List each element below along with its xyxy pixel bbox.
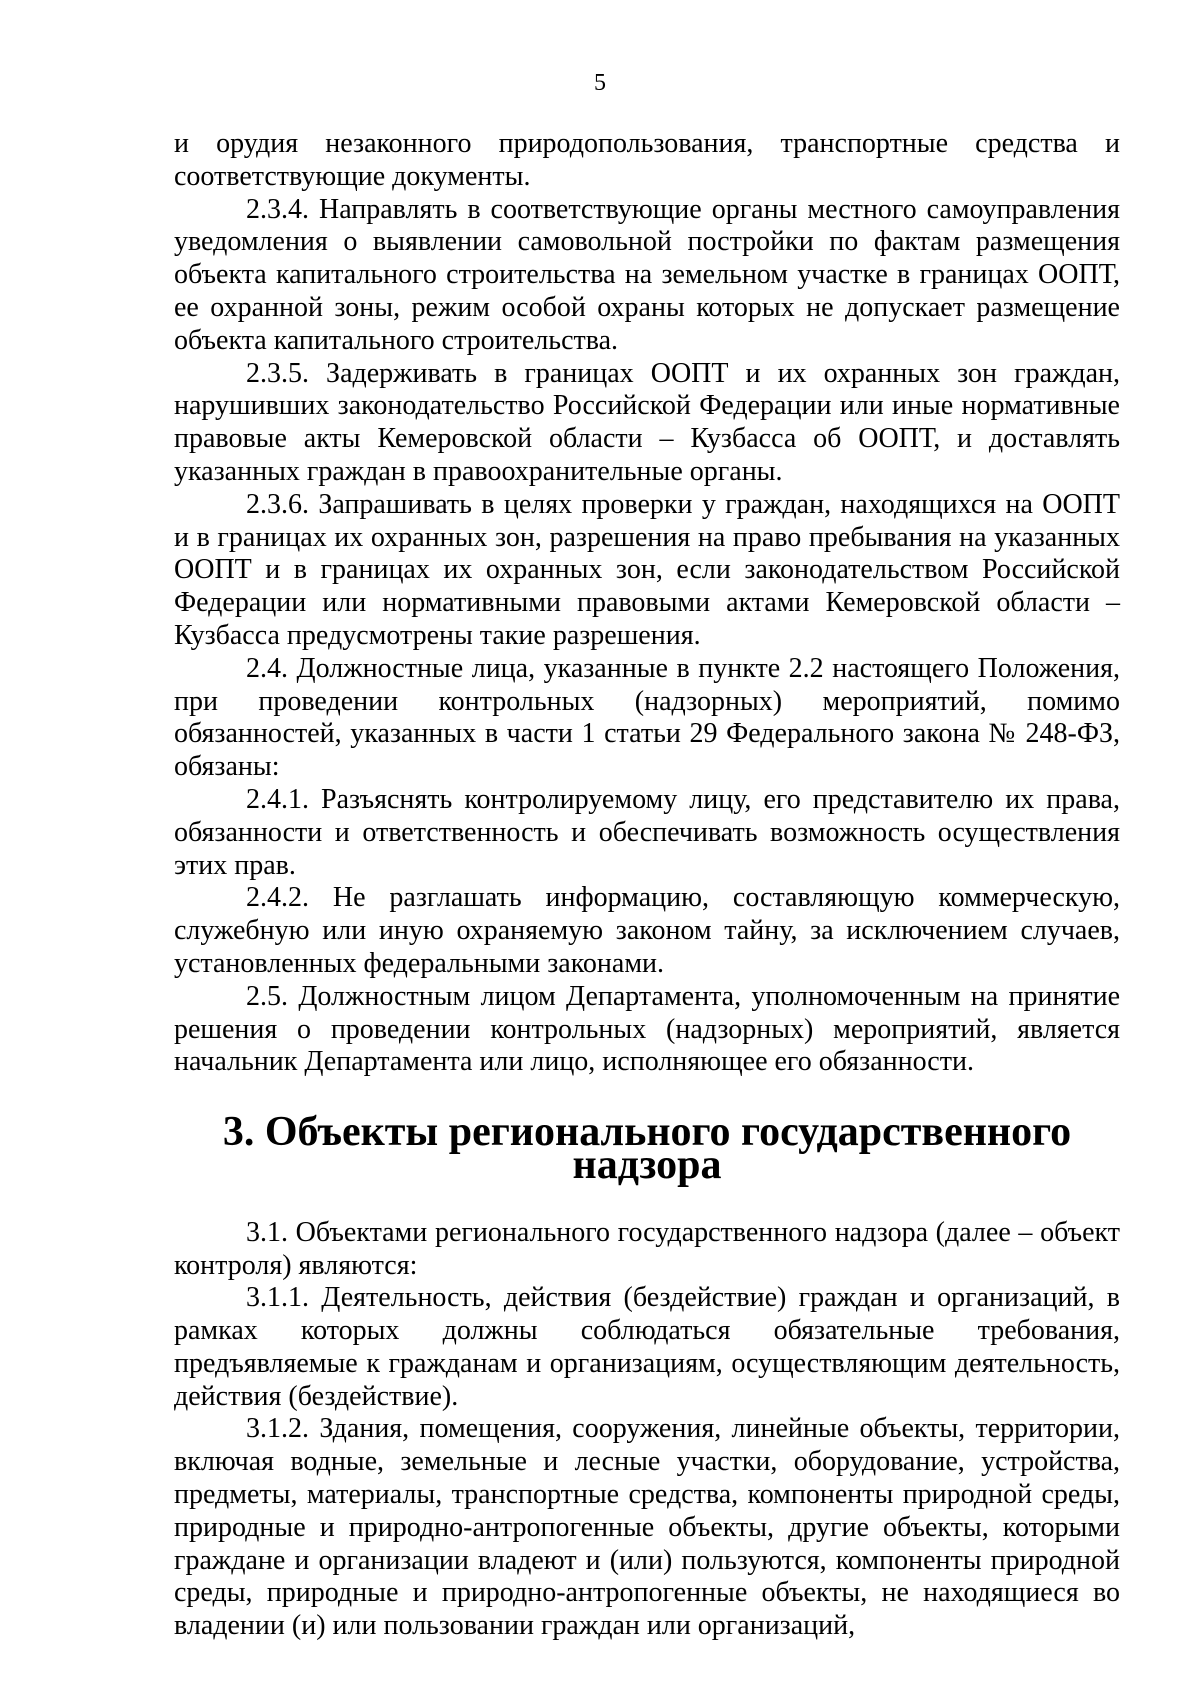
document-body (174, 128, 1120, 1643)
paragraph-3-1-2: 3.1.2. Здания, помещения, сооружения, линейные объекты, территории, включая водные, земельные и лесные участки, оборудование, устройства, предметы, материалы, транспортные средства, компоненты природной среды, природные и природно-антропогенные объекты, другие объекты, которыми граждане и организации владеют и (или) пользуются, компоненты природной среды, природные и природно-антропогенные объекты, не находящиеся во владении (и) или пользовании граждан или организаций, (174, 1413, 1120, 1642)
paragraph-2-4-1: 2.4.1. Разъяснять контролируемому лицу, его представителю их права, обязанности и ответственность и обеспечивать возможность осуществления этих прав. (174, 783, 1120, 881)
paragraph-2-3-5: 2.3.5. Задерживать в границах ООПТ и их охранных зон граждан, нарушивших законодательство Российской Федерации или иные нормативные правовые акты Кемеровской области – Кузбасса об ООПТ, и доставлять указанных граждан в правоохранительные органы. (174, 357, 1120, 487)
paragraph-continuation: и орудия незаконного природопользования, транспортные средства и соответствующие документы. (174, 128, 1120, 192)
page-number: 5 (594, 70, 606, 96)
paragraph-3-1-1: 3.1.1. Деятельность, действия (бездействие) граждан и организаций, в рамках которых должны соблюдаться обязательные требования, предъявляемые к гражданам и организациям, осуществляющим деятельность, действия (бездействие). (174, 1282, 1120, 1412)
paragraph-2-5: 2.5. Должностным лицом Департамента, уполномоченным на принятие решения о проведении контрольных (надзорных) мероприятий, является начальник Департамента или лицо, исполняющее его обязанности. (174, 980, 1120, 1078)
paragraph-2-3-4: 2.3.4. Направлять в соответствующие органы местного самоуправления уведомления о выявлении самовольной постройки по фактам размещения объекта капитального строительства на земельном участке в границах ООПТ, ее охранной зоны, режим особой охраны которых не допускает размещение объекта капитального строительства. (174, 193, 1120, 356)
paragraph-3-1: 3.1. Объектами регионального государственного надзора (далее – объект контроля) являются: (174, 1216, 1120, 1281)
paragraph-2-4: 2.4. Должностные лица, указанные в пункте 2.2 настоящего Положения, при проведении контрольных (надзорных) мероприятий, помимо обязанностей, указанных в части 1 статьи 29 Федерального закона № 248-ФЗ, обязаны: (174, 652, 1120, 783)
section-heading: 3. Объекты регионального государственного надзора (222, 1109, 1072, 1188)
paragraph-2-3-6: 2.3.6. Запрашивать в целях проверки у граждан, находящихся на ООПТ и в границах их охранных зон, разрешения на право пребывания на указанных ООПТ и в границах их охранных зон, если законодательством Российской Федерации или нормативными правовыми актами Кемеровской области – Кузбасса предусмотрены такие разрешения. (174, 488, 1120, 651)
paragraph-2-4-2: 2.4.2. Не разглашать информацию, составляющую коммерческую, служебную или иную охраняемую законом тайну, за исключением случаев, установленных федеральными законами. (174, 882, 1120, 979)
